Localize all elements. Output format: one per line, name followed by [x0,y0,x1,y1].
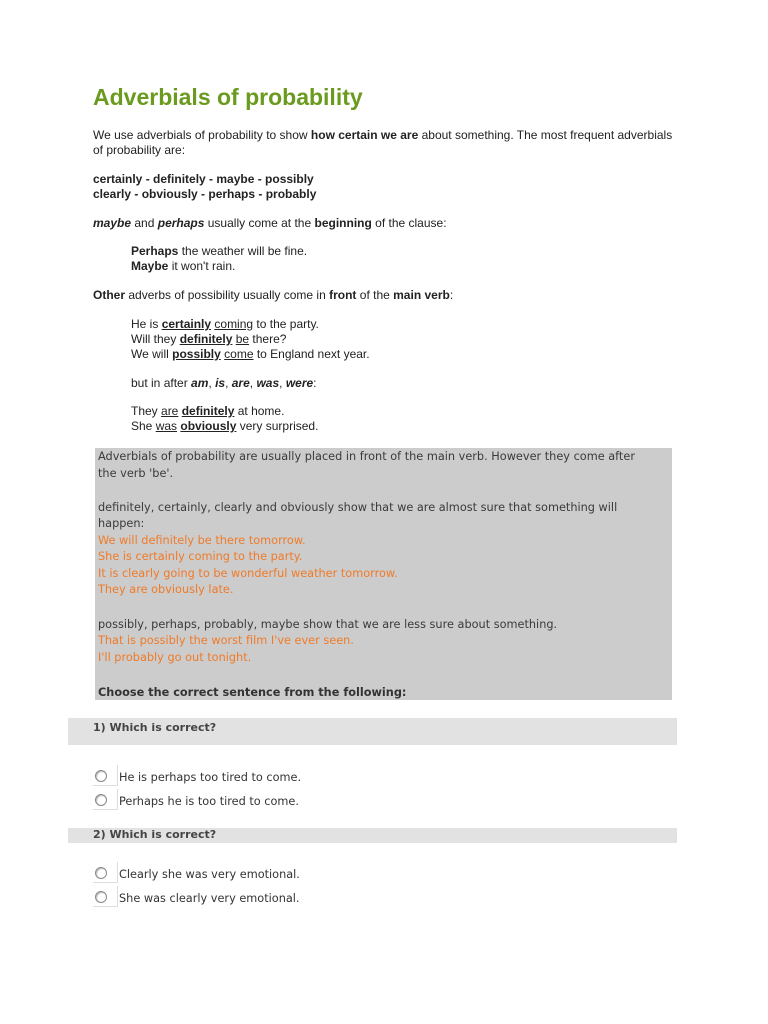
question-1-header [68,718,677,745]
comma: , [225,376,232,390]
example-rest: it won't rain. [168,259,236,273]
rule-text: adverbs of possibility usually come in [125,288,330,302]
example-adverb: obviously [180,419,237,433]
box-text: Adverbials of probability are usually placed in front of the main verb. However they come after [98,450,635,463]
adverb-list-line-2: clearly - obviously - perhaps - probably [93,186,317,201]
beginning-rule [93,216,683,231]
intro-paragraph [93,128,683,157]
example-post: to England next year. [253,347,370,361]
box-example: It is clearly going to be wonderful weather tomorrow. [98,567,398,580]
example-pre: Will they [131,332,180,346]
example-post: to the party. [253,317,319,331]
question-label: 1) Which is correct? [93,721,217,734]
box-text: happen: [98,517,145,530]
example-adverb: possibly [172,347,221,361]
example-line [131,404,318,419]
front-examples [131,317,370,362]
word-maybe: maybe [93,216,132,230]
example-verb: be [235,332,250,346]
question-2-header [68,828,677,843]
word-other: Other [93,288,126,302]
word-was: was [256,376,280,390]
example-line [131,419,318,434]
example-pre: They [131,404,162,418]
word-perhaps: perhaps [157,216,205,230]
example-line [131,317,370,332]
intro-text: We use adverbials of probability to show [93,128,311,142]
example-verb: coming [214,317,254,331]
option-label[interactable]: He is perhaps too tired to come. [119,771,302,784]
radio-button[interactable] [95,891,107,903]
rule-text: of the [356,288,394,302]
other-rule [93,288,683,303]
word-front: front [329,288,357,302]
option-label[interactable]: Perhaps he is too tired to come. [119,795,299,808]
box-text: the verb 'be'. [98,467,174,480]
word-are: are [231,376,250,390]
question-label: 2) Which is correct? [93,828,217,841]
rule-colon: : [449,288,454,302]
example-line [131,332,370,347]
beginning-examples [131,244,307,274]
comma: , [208,376,216,390]
word-main-verb: main verb [393,288,450,302]
example-pre: She [131,419,156,433]
rule-text: usually come at the [204,216,315,230]
box-text: possibly, perhaps, probably, maybe show that we are less sure about something. [98,618,558,631]
example-line [131,259,307,274]
word-is: is [215,376,226,390]
summary-box [95,448,672,700]
example-adverb: definitely [179,332,233,346]
example-adverb: Maybe [131,259,169,273]
adverb-list-line-1: certainly - definitely - maybe - possibly [93,172,314,186]
question-2-option-1[interactable] [93,862,353,884]
rule-text: but in after [131,376,192,390]
adverb-list [93,172,683,201]
box-example: That is possibly the worst film I've ever seen. [98,634,354,647]
box-example: I'll probably go out tonight. [98,651,252,664]
be-examples [131,404,318,434]
box-instruction: Choose the correct sentence from the following: [98,686,407,699]
example-rest: the weather will be fine. [178,244,308,258]
example-line [131,244,307,259]
example-verb: are [161,404,179,418]
conjunction: and [131,216,158,230]
option-label[interactable]: Clearly she was very emotional. [119,868,300,881]
box-example: We will definitely be there tomorrow. [98,534,306,547]
comma: , [279,376,286,390]
option-label[interactable]: She was clearly very emotional. [119,892,300,905]
radio-button[interactable] [95,770,107,782]
question-1-option-1[interactable] [93,765,353,787]
example-post: at home. [234,404,285,418]
intro-bold: how certain we are [310,128,419,142]
word-were: were [285,376,314,390]
example-adverb: certainly [161,317,212,331]
box-text: definitely, certainly, clearly and obviously show that we are almost sure that something will [98,501,618,514]
example-verb: was [155,419,178,433]
word-am: am [191,376,209,390]
example-adverb: definitely [181,404,235,418]
page-title: Adverbials of probability [93,84,363,110]
example-pre: He is [131,317,162,331]
example-verb: come [224,347,254,361]
comma: , [249,376,257,390]
after-be-rule [131,376,317,391]
question-2-option-2[interactable] [93,886,353,908]
radio-button[interactable] [95,794,107,806]
box-example: She is certainly coming to the party. [98,550,303,563]
intro-text-end: about something. The most frequent adverbials of probability are: [93,128,673,157]
rule-text-end: of the clause: [371,216,447,230]
rule-colon: : [313,376,317,390]
word-beginning: beginning [314,216,372,230]
example-line [131,347,370,362]
box-example: They are obviously late. [98,583,234,596]
example-pre: We will [131,347,173,361]
example-adverb: Perhaps [131,244,179,258]
question-1-option-2[interactable] [93,789,353,811]
example-post: very surprised. [236,419,319,433]
radio-button[interactable] [95,867,107,879]
example-post: there? [249,332,287,346]
